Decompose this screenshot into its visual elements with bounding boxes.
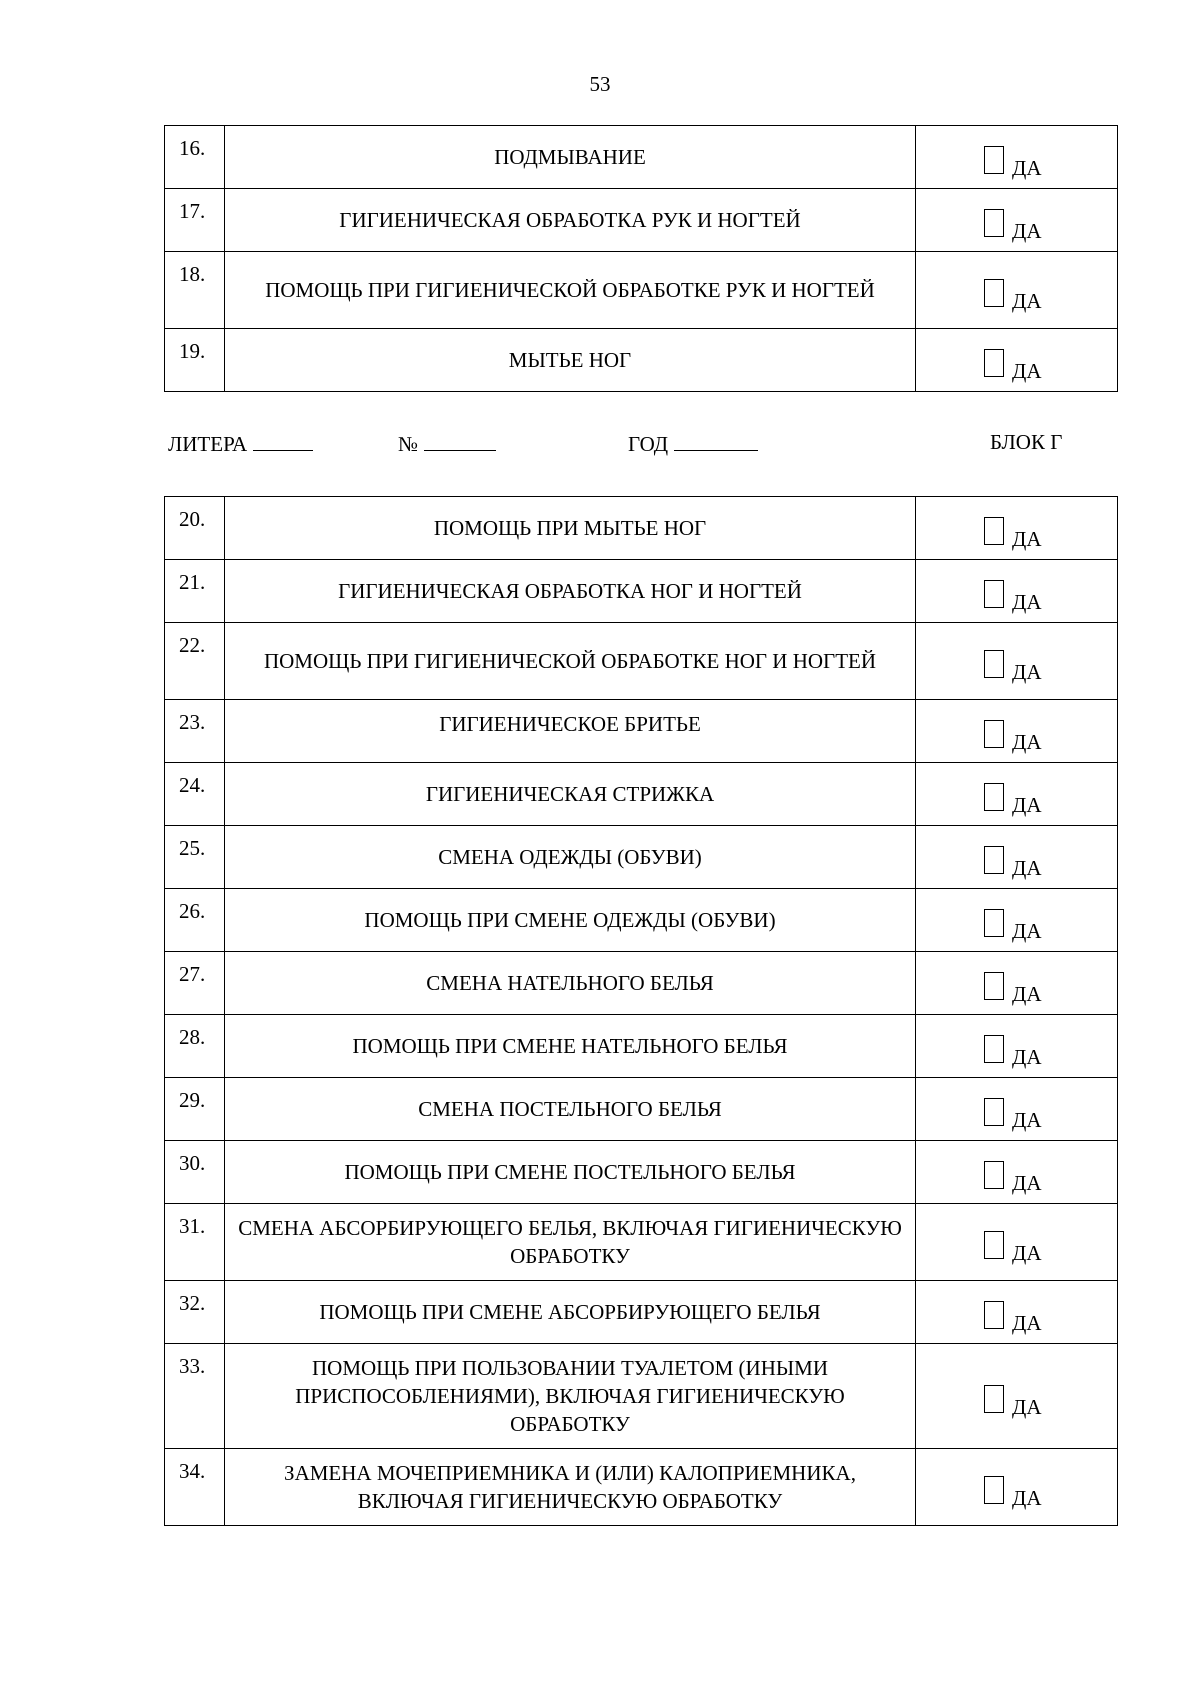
service-label: ПОМОЩЬ ПРИ МЫТЬЕ НОГ [225, 497, 916, 560]
yes-checkbox[interactable] [984, 146, 1004, 174]
answer-cell [916, 497, 1118, 560]
answer-cell [916, 1281, 1118, 1344]
year-input[interactable] [674, 430, 758, 451]
answer-option[interactable] [984, 146, 1117, 180]
row-number: 24. [165, 763, 225, 826]
service-label: СМЕНА ОДЕЖДЫ (ОБУВИ) [225, 826, 916, 889]
service-label: ПОМОЩЬ ПРИ СМЕНЕ ОДЕЖДЫ (ОБУВИ) [225, 889, 916, 952]
year-field [628, 430, 758, 457]
row-number: 32. [165, 1281, 225, 1344]
yes-label: ДА [1012, 1045, 1042, 1069]
answer-option[interactable] [984, 517, 1117, 551]
answer-option[interactable] [984, 650, 1117, 684]
answer-cell [916, 252, 1118, 329]
answer-cell [916, 952, 1118, 1015]
row-number: 31. [165, 1204, 225, 1281]
row-number: 23. [165, 700, 225, 763]
service-label: ПОМОЩЬ ПРИ СМЕНЕ НАТЕЛЬНОГО БЕЛЬЯ [225, 1015, 916, 1078]
answer-option[interactable] [984, 1385, 1117, 1419]
litera-label: ЛИТЕРА [168, 432, 248, 456]
row-number: 22. [165, 623, 225, 700]
yes-label: ДА [1012, 1241, 1042, 1265]
table-row [165, 189, 1118, 252]
answer-cell [916, 700, 1118, 763]
yes-checkbox[interactable] [984, 972, 1004, 1000]
yes-label: ДА [1012, 1486, 1042, 1510]
care-services-table-1 [164, 125, 1118, 392]
litera-field [168, 430, 313, 457]
yes-checkbox[interactable] [984, 1385, 1004, 1413]
yes-label: ДА [1012, 219, 1042, 243]
answer-option[interactable] [984, 909, 1117, 943]
yes-checkbox[interactable] [984, 1231, 1004, 1259]
yes-label: ДА [1012, 660, 1042, 684]
answer-option[interactable] [984, 1476, 1117, 1510]
answer-cell [916, 1344, 1118, 1449]
service-label: ПОМОЩЬ ПРИ СМЕНЕ АБСОРБИРУЮЩЕГО БЕЛЬЯ [225, 1281, 916, 1344]
table-row [165, 126, 1118, 189]
yes-checkbox[interactable] [984, 783, 1004, 811]
answer-cell [916, 1204, 1118, 1281]
row-number: 27. [165, 952, 225, 1015]
yes-checkbox[interactable] [984, 1476, 1004, 1504]
yes-checkbox[interactable] [984, 349, 1004, 377]
answer-option[interactable] [984, 279, 1117, 313]
service-label: ПОДМЫВАНИЕ [225, 126, 916, 189]
row-number: 33. [165, 1344, 225, 1449]
yes-label: ДА [1012, 1108, 1042, 1132]
service-label: ПОМОЩЬ ПРИ ПОЛЬЗОВАНИИ ТУАЛЕТОМ (ИНЫМИ ПРИСПОСОБЛЕНИЯМИ), ВКЛЮЧАЯ ГИГИЕНИЧЕСКУЮ ОБРАБОТКУ [225, 1344, 916, 1449]
yes-checkbox[interactable] [984, 1301, 1004, 1329]
answer-cell [916, 763, 1118, 826]
form-info-line [168, 430, 1080, 460]
answer-option[interactable] [984, 349, 1117, 383]
row-number: 28. [165, 1015, 225, 1078]
yes-checkbox[interactable] [984, 1161, 1004, 1189]
answer-option[interactable] [984, 1161, 1117, 1195]
answer-cell [916, 826, 1118, 889]
yes-label: ДА [1012, 1395, 1042, 1419]
yes-label: ДА [1012, 730, 1042, 754]
answer-cell [916, 560, 1118, 623]
table-row [165, 1078, 1118, 1141]
care-services-table-2 [164, 496, 1118, 1526]
service-label: ГИГИЕНИЧЕСКАЯ ОБРАБОТКА НОГ И НОГТЕЙ [225, 560, 916, 623]
answer-option[interactable] [984, 1231, 1117, 1265]
page-number: 53 [589, 72, 611, 96]
table-row [165, 1204, 1118, 1281]
answer-cell [916, 329, 1118, 392]
yes-label: ДА [1012, 1171, 1042, 1195]
table-row [165, 826, 1118, 889]
answer-option[interactable] [984, 783, 1117, 817]
yes-label: ДА [1012, 919, 1042, 943]
litera-input[interactable] [253, 430, 313, 451]
yes-checkbox[interactable] [984, 279, 1004, 307]
yes-label: ДА [1012, 856, 1042, 880]
service-label: СМЕНА ПОСТЕЛЬНОГО БЕЛЬЯ [225, 1078, 916, 1141]
answer-cell [916, 1015, 1118, 1078]
yes-checkbox[interactable] [984, 1098, 1004, 1126]
yes-label: ДА [1012, 590, 1042, 614]
answer-option[interactable] [984, 720, 1117, 754]
yes-checkbox[interactable] [984, 209, 1004, 237]
yes-checkbox[interactable] [984, 1035, 1004, 1063]
row-number: 17. [165, 189, 225, 252]
row-number: 26. [165, 889, 225, 952]
yes-checkbox[interactable] [984, 650, 1004, 678]
table-row [165, 700, 1118, 763]
row-number: 34. [165, 1449, 225, 1526]
service-label: ГИГИЕНИЧЕСКАЯ СТРИЖКА [225, 763, 916, 826]
yes-label: ДА [1012, 793, 1042, 817]
answer-cell [916, 1078, 1118, 1141]
yes-checkbox[interactable] [984, 720, 1004, 748]
row-number: 19. [165, 329, 225, 392]
row-number: 16. [165, 126, 225, 189]
table-row [165, 1449, 1118, 1526]
answer-option[interactable] [984, 972, 1117, 1006]
row-number: 21. [165, 560, 225, 623]
row-number: 30. [165, 1141, 225, 1204]
service-label: ГИГИЕНИЧЕСКАЯ ОБРАБОТКА РУК И НОГТЕЙ [225, 189, 916, 252]
row-number: 20. [165, 497, 225, 560]
table-row [165, 1141, 1118, 1204]
answer-cell [916, 1141, 1118, 1204]
number-field [398, 430, 496, 457]
row-number: 29. [165, 1078, 225, 1141]
table-row [165, 560, 1118, 623]
answer-cell [916, 889, 1118, 952]
service-label: ПОМОЩЬ ПРИ ГИГИЕНИЧЕСКОЙ ОБРАБОТКЕ НОГ И НОГТЕЙ [225, 623, 916, 700]
table-row [165, 252, 1118, 329]
table-row [165, 623, 1118, 700]
table-row [165, 1015, 1118, 1078]
year-label: ГОД [628, 432, 669, 456]
service-label: ЗАМЕНА МОЧЕПРИЕМНИКА И (ИЛИ) КАЛОПРИЕМНИКА, ВКЛЮЧАЯ ГИГИЕНИЧЕСКУЮ ОБРАБОТКУ [225, 1449, 916, 1526]
answer-cell [916, 126, 1118, 189]
service-label: ГИГИЕНИЧЕСКОЕ БРИТЬЕ [225, 700, 916, 763]
table-row [165, 1344, 1118, 1449]
service-label: ПОМОЩЬ ПРИ ГИГИЕНИЧЕСКОЙ ОБРАБОТКЕ РУК И НОГТЕЙ [225, 252, 916, 329]
table-row [165, 497, 1118, 560]
service-label: СМЕНА НАТЕЛЬНОГО БЕЛЬЯ [225, 952, 916, 1015]
yes-label: ДА [1012, 1311, 1042, 1335]
yes-checkbox[interactable] [984, 580, 1004, 608]
number-label: № [398, 432, 419, 456]
yes-label: ДА [1012, 527, 1042, 551]
service-label: СМЕНА АБСОРБИРУЮЩЕГО БЕЛЬЯ, ВКЛЮЧАЯ ГИГИЕНИЧЕСКУЮ ОБРАБОТКУ [225, 1204, 916, 1281]
answer-cell [916, 1449, 1118, 1526]
answer-cell [916, 623, 1118, 700]
row-number: 25. [165, 826, 225, 889]
yes-checkbox[interactable] [984, 846, 1004, 874]
table-row [165, 952, 1118, 1015]
answer-cell [916, 189, 1118, 252]
yes-label: ДА [1012, 156, 1042, 180]
block-label: БЛОК Г [990, 430, 1063, 454]
answer-option[interactable] [984, 1035, 1117, 1069]
number-input[interactable] [424, 430, 496, 451]
answer-option[interactable] [984, 846, 1117, 880]
answer-option[interactable] [984, 580, 1117, 614]
answer-option[interactable] [984, 1098, 1117, 1132]
answer-option[interactable] [984, 1301, 1117, 1335]
service-label: МЫТЬЕ НОГ [225, 329, 916, 392]
service-label: ПОМОЩЬ ПРИ СМЕНЕ ПОСТЕЛЬНОГО БЕЛЬЯ [225, 1141, 916, 1204]
yes-label: ДА [1012, 359, 1042, 383]
yes-checkbox[interactable] [984, 517, 1004, 545]
row-number: 18. [165, 252, 225, 329]
table-row [165, 1281, 1118, 1344]
yes-checkbox[interactable] [984, 909, 1004, 937]
table-row [165, 763, 1118, 826]
yes-label: ДА [1012, 982, 1042, 1006]
yes-label: ДА [1012, 289, 1042, 313]
table-row [165, 329, 1118, 392]
table-row [165, 889, 1118, 952]
answer-option[interactable] [984, 209, 1117, 243]
